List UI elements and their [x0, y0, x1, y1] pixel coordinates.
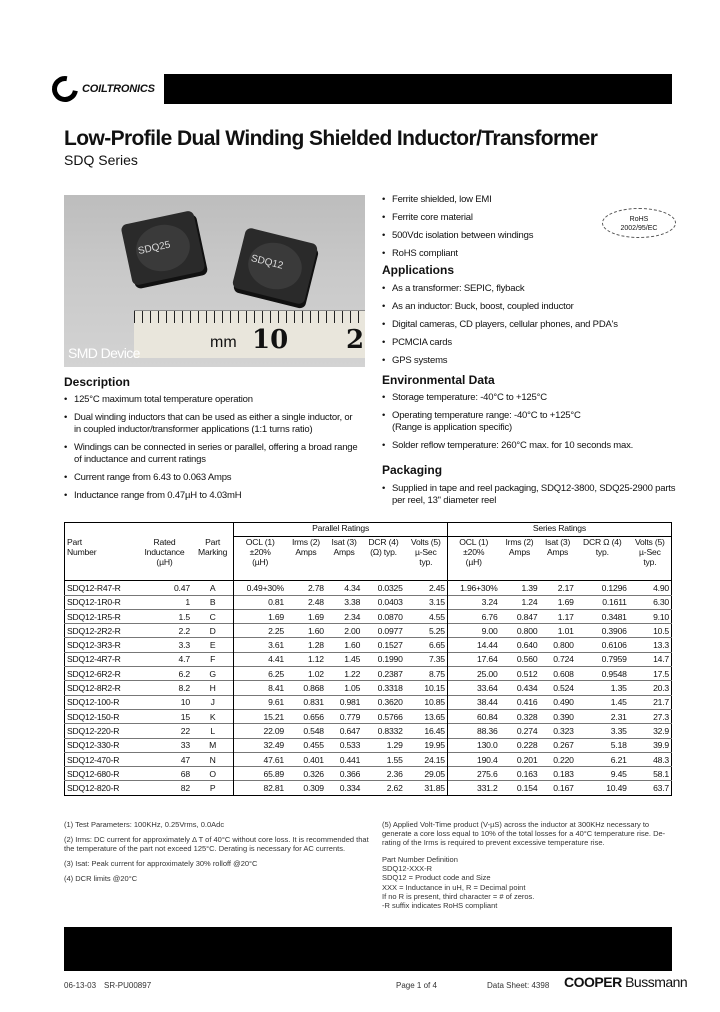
table-cell: 0.167: [539, 781, 575, 795]
table-cell: P: [192, 781, 234, 795]
ruler: [134, 310, 365, 358]
table-cell: 58.1: [629, 767, 672, 781]
table-cell: 1.69: [539, 595, 575, 609]
table-cell: 5.25: [405, 624, 448, 638]
table-cell: 0.548: [286, 724, 326, 738]
ratings-table: [64, 522, 672, 796]
table-cell: 2.45: [405, 581, 448, 595]
table-cell: 47.61: [234, 752, 286, 766]
table-cell: 1.12: [286, 652, 326, 666]
table-cell: 1.96+30%: [447, 581, 499, 595]
table-cell: 0.647: [326, 724, 362, 738]
table-row: [65, 638, 672, 652]
list-item: • Dual winding inductors that can be used as either a single inductor, or in coupled inductor/transformer applications (1:1 turns ratio): [64, 412, 374, 436]
table-cell: 3.35: [576, 724, 629, 738]
table-cell: 0.6106: [576, 638, 629, 652]
coiltronics-logo-icon: [47, 71, 83, 107]
table-cell: 1.17: [539, 609, 575, 623]
table-cell: 0.724: [539, 652, 575, 666]
table-cell: 0.328: [500, 709, 540, 723]
table-cell: 31.85: [405, 781, 448, 795]
table-cell: 6.76: [447, 609, 499, 623]
list-item: • Windings can be connected in series or parallel, offering a broad range of inductance and current ratings: [64, 442, 374, 466]
table-cell: SDQ12-820-R: [65, 781, 138, 795]
product-photo: [64, 195, 365, 367]
list-item: • Ferrite core material: [382, 212, 602, 224]
footer-bar: [64, 927, 672, 971]
note: (2) Irms: DC current for approximately Δ T of 40°C without core loss. It is recommended that the temperature of the part not exceed 125°C. Derating is necessary for AC currents.: [64, 835, 369, 853]
table-cell: 0.8332: [362, 724, 405, 738]
table-cell: 14.44: [447, 638, 499, 652]
table-cell: 16.45: [405, 724, 448, 738]
series-subtitle: SDQ Series: [64, 152, 138, 168]
col-parallel-ocl: OCL (1) ±20% (µH): [234, 537, 286, 581]
chip-label: SDQ12: [249, 253, 285, 272]
table-cell: SDQ12-3R3-R: [65, 638, 138, 652]
table-cell: 0.154: [500, 781, 540, 795]
table-cell: 6.30: [629, 595, 672, 609]
table-cell: 0.9548: [576, 667, 629, 681]
table-cell: 0.183: [539, 767, 575, 781]
table-cell: 3.24: [447, 595, 499, 609]
table-cell: 0.49+30%: [234, 581, 286, 595]
table-cell: 0.512: [500, 667, 540, 681]
table-cell: 17.64: [447, 652, 499, 666]
table-cell: 15.21: [234, 709, 286, 723]
table-cell: 17.5: [629, 667, 672, 681]
table-cell: 2.36: [362, 767, 405, 781]
chip-label: SDQ25: [137, 239, 172, 258]
table-cell: 0.1990: [362, 652, 405, 666]
table-cell: 13.3: [629, 638, 672, 652]
table-cell: 1.5: [137, 609, 192, 623]
table-cell: 0.163: [500, 767, 540, 781]
table-row: [65, 738, 672, 752]
col-series-volts: Volts (5) µ-Sec typ.: [635, 537, 665, 568]
table-cell: 0.1611: [576, 595, 629, 609]
table-cell: 19.95: [405, 738, 448, 752]
table-cell: 1.22: [326, 667, 362, 681]
table-cell: 0.326: [286, 767, 326, 781]
description-heading: Description: [64, 375, 131, 389]
table-cell: 0.201: [500, 752, 540, 766]
table-cell: 15: [137, 709, 192, 723]
list-item: • GPS systems: [382, 355, 672, 367]
list-item: • Operating temperature range: -40°C to +125°C (Range is application specific): [382, 410, 672, 434]
table-cell: 5.18: [576, 738, 629, 752]
table-cell: 63.7: [629, 781, 672, 795]
table-row: [65, 681, 672, 695]
packaging-heading: Packaging: [382, 463, 443, 477]
list-item: • PCMCIA cards: [382, 337, 672, 349]
table-cell: 4.55: [405, 609, 448, 623]
table-cell: 68: [137, 767, 192, 781]
table-cell: F: [192, 652, 234, 666]
table-cell: 10.85: [405, 695, 448, 709]
table-cell: L: [192, 724, 234, 738]
col-series-isat: Isat (3) Amps: [544, 537, 571, 558]
table-cell: 0.1527: [362, 638, 405, 652]
table-cell: SDQ12-680-R: [65, 767, 138, 781]
table-cell: 130.0: [447, 738, 499, 752]
table-cell: 3.61: [234, 638, 286, 652]
table-cell: 0.274: [500, 724, 540, 738]
table-cell: 0.3906: [576, 624, 629, 638]
table-cell: A: [192, 581, 234, 595]
table-cell: 3.15: [405, 595, 448, 609]
notes-left: [64, 820, 369, 889]
table-cell: SDQ12-4R7-R: [65, 652, 138, 666]
table-cell: 1.60: [286, 624, 326, 638]
table-cell: 0.416: [500, 695, 540, 709]
table-cell: SDQ12-150-R: [65, 709, 138, 723]
table-cell: 2.31: [576, 709, 629, 723]
table-cell: 1.39: [500, 581, 540, 595]
feature-list: [382, 194, 602, 266]
table-cell: 14.7: [629, 652, 672, 666]
table-cell: E: [192, 638, 234, 652]
table-cell: 0.560: [500, 652, 540, 666]
page-title: Low-Profile Dual Winding Shielded Inductor/Transformer: [64, 127, 598, 150]
table-cell: 0.0403: [362, 595, 405, 609]
col-series-dcr: DCR Ω (4) typ.: [582, 537, 622, 558]
inductor-chip-sdq12: [232, 227, 319, 305]
rohs-line2: 2002/95/EC: [620, 225, 658, 232]
table-cell: 1.02: [286, 667, 326, 681]
table-cell: 0.524: [539, 681, 575, 695]
table-cell: 33: [137, 738, 192, 752]
footer-page: Page 1 of 4: [396, 981, 437, 990]
table-row: [65, 767, 672, 781]
list-item: • Storage temperature: -40°C to +125°C: [382, 392, 672, 404]
table-cell: 2.62: [362, 781, 405, 795]
table-row: [65, 609, 672, 623]
table-row: [65, 709, 672, 723]
table-cell: J: [192, 695, 234, 709]
note: (1) Test Parameters: 100KHz, 0.25Vrms, 0.0Adc: [64, 820, 225, 829]
table-row: [65, 752, 672, 766]
list-item: • Current range from 6.43 to 0.063 Amps: [64, 472, 374, 484]
table-cell: 22.09: [234, 724, 286, 738]
table-cell: 48.3: [629, 752, 672, 766]
table-cell: 38.44: [447, 695, 499, 709]
table-cell: 0.868: [286, 681, 326, 695]
table-cell: SDQ12-1R0-R: [65, 595, 138, 609]
table-cell: 0.441: [326, 752, 362, 766]
table-cell: 88.36: [447, 724, 499, 738]
table-cell: 6.2: [137, 667, 192, 681]
table-cell: 331.2: [447, 781, 499, 795]
table-cell: 4.34: [326, 581, 362, 595]
table-cell: 0.533: [326, 738, 362, 752]
table-cell: 2.48: [286, 595, 326, 609]
table-cell: K: [192, 709, 234, 723]
table-cell: 9.00: [447, 624, 499, 638]
table-cell: G: [192, 667, 234, 681]
footer-datasheet: Data Sheet: 4398: [487, 981, 550, 990]
table-cell: O: [192, 767, 234, 781]
table-cell: 0.366: [326, 767, 362, 781]
table-cell: 0.0870: [362, 609, 405, 623]
table-cell: N: [192, 752, 234, 766]
cooper-bussmann-logo: COOPER Bussmann: [564, 974, 688, 990]
table-cell: 0.800: [500, 624, 540, 638]
table-cell: 0.309: [286, 781, 326, 795]
table-cell: 190.4: [447, 752, 499, 766]
note: (3) Isat: Peak current for approximately 30% rolloff @20°C: [64, 859, 258, 868]
table-cell: 24.15: [405, 752, 448, 766]
table-cell: D: [192, 624, 234, 638]
table-cell: 39.9: [629, 738, 672, 752]
table-cell: 47: [137, 752, 192, 766]
table-cell: 9.10: [629, 609, 672, 623]
table-cell: 20.3: [629, 681, 672, 695]
list-item: • Solder reflow temperature: 260°C max. for 10 seconds max.: [382, 440, 672, 452]
table-cell: 0.334: [326, 781, 362, 795]
table-cell: 1.24: [500, 595, 540, 609]
logo-text: COILTRONICS: [82, 83, 155, 95]
table-cell: 6.21: [576, 752, 629, 766]
list-item: • RoHS compliant: [382, 248, 602, 260]
table-row: [65, 781, 672, 795]
table-row: [65, 667, 672, 681]
table-cell: SDQ12-470-R: [65, 752, 138, 766]
notes-right: (5) Applied Volt-Time product (V-µS) across the inductor at 300KHz necessary to generate a core loss equal to 10% of the total losses for a 40°C temperature rise. De-rating of the Irms is required to prevent excessive temperature rise.: [382, 820, 666, 847]
table-cell: SDQ12-220-R: [65, 724, 138, 738]
environmental-heading: Environmental Data: [382, 373, 495, 387]
parallel-ratings-header: Parallel Ratings: [234, 523, 448, 537]
list-item: • 125°C maximum total temperature operation: [64, 394, 374, 406]
part-number-definition: Part Number Definition SDQ12-XXX-R SDQ12 = Product code and Size XXX = Inductance in uH, R = Decimal point If no R is present, third character = # of zeros. -R suffix indicates RoHS compliant: [382, 855, 535, 911]
table-cell: 1.55: [362, 752, 405, 766]
col-parallel-irms: Irms (2) Amps: [291, 537, 320, 558]
col-parallel-isat: Isat (3) Amps: [331, 537, 357, 558]
table-row: [65, 695, 672, 709]
table-row: [65, 724, 672, 738]
table-cell: 1.28: [286, 638, 326, 652]
table-cell: C: [192, 609, 234, 623]
table-cell: 2.34: [326, 609, 362, 623]
table-cell: 0.0325: [362, 581, 405, 595]
table-cell: 1.69: [234, 609, 286, 623]
table-cell: 0.640: [500, 638, 540, 652]
table-cell: 3.38: [326, 595, 362, 609]
list-item: • As an inductor: Buck, boost, coupled inductor: [382, 301, 672, 313]
applications-list: [382, 283, 672, 373]
table-cell: 0.847: [500, 609, 540, 623]
table-cell: 9.61: [234, 695, 286, 709]
table-cell: SDQ12-8R2-R: [65, 681, 138, 695]
environmental-list: [382, 392, 672, 458]
table-cell: 1.69: [286, 609, 326, 623]
table-cell: 1.60: [326, 638, 362, 652]
table-cell: 10: [137, 695, 192, 709]
table-cell: 0.228: [500, 738, 540, 752]
table-cell: 0.47: [137, 581, 192, 595]
col-series-irms: Irms (2) Amps: [505, 537, 534, 558]
table-row: [65, 595, 672, 609]
table-row: [65, 652, 672, 666]
rohs-badge: [602, 208, 676, 238]
table-cell: 10.49: [576, 781, 629, 795]
table-cell: 0.1296: [576, 581, 629, 595]
table-cell: 32.9: [629, 724, 672, 738]
table-cell: 0.401: [286, 752, 326, 766]
table-cell: 0.5766: [362, 709, 405, 723]
table-cell: M: [192, 738, 234, 752]
col-parallel-dcr: DCR (4) (Ω) typ.: [368, 537, 399, 558]
table-cell: 4.41: [234, 652, 286, 666]
table-cell: 3.3: [137, 638, 192, 652]
table-cell: 13.65: [405, 709, 448, 723]
table-cell: 25.00: [447, 667, 499, 681]
table-row: [65, 624, 672, 638]
table-cell: 0.3620: [362, 695, 405, 709]
table-cell: SDQ12-2R2-R: [65, 624, 138, 638]
table-cell: 0.3318: [362, 681, 405, 695]
photo-caption: SMD Device: [68, 345, 140, 361]
table-cell: 2.78: [286, 581, 326, 595]
table-cell: 60.84: [447, 709, 499, 723]
table-cell: 1.45: [576, 695, 629, 709]
table-cell: 1.29: [362, 738, 405, 752]
table-cell: 0.455: [286, 738, 326, 752]
table-cell: 8.2: [137, 681, 192, 695]
table-cell: 22: [137, 724, 192, 738]
table-cell: 1.45: [326, 652, 362, 666]
cooper-logo-icon: [604, 964, 654, 972]
col-part-number: Part Number: [67, 536, 97, 557]
list-item: • Inductance range from 0.47µH to 4.03mH: [64, 490, 374, 502]
ruler-mark-10: 10: [252, 325, 289, 355]
table-cell: 0.779: [326, 709, 362, 723]
table-cell: 7.35: [405, 652, 448, 666]
table-cell: 82: [137, 781, 192, 795]
rohs-line1: RoHS: [629, 216, 649, 223]
inductor-chip-sdq25: [120, 210, 205, 286]
table-cell: 0.656: [286, 709, 326, 723]
table-cell: SDQ12-6R2-R: [65, 667, 138, 681]
col-rated-inductance: Rated Inductance (µH): [144, 536, 185, 567]
list-item: • 500Vdc isolation between windings: [382, 230, 602, 242]
table-cell: 0.434: [500, 681, 540, 695]
list-item: • Ferrite shielded, low EMI: [382, 194, 602, 206]
table-cell: 21.7: [629, 695, 672, 709]
table-cell: 32.49: [234, 738, 286, 752]
table-cell: SDQ12-R47-R: [65, 581, 138, 595]
table-cell: 0.267: [539, 738, 575, 752]
table-cell: B: [192, 595, 234, 609]
table-cell: 27.3: [629, 709, 672, 723]
footer-doc-number: SR-PU00897: [104, 981, 152, 990]
description-list: [64, 394, 374, 508]
table-cell: SDQ12-100-R: [65, 695, 138, 709]
table-cell: 10.15: [405, 681, 448, 695]
table-cell: 0.981: [326, 695, 362, 709]
table-cell: SDQ12-1R5-R: [65, 609, 138, 623]
ruler-mark-2: 2: [346, 325, 365, 355]
table-cell: 0.3481: [576, 609, 629, 623]
table-cell: 0.2387: [362, 667, 405, 681]
table-cell: H: [192, 681, 234, 695]
table-cell: 4.7: [137, 652, 192, 666]
table-cell: 1.01: [539, 624, 575, 638]
table-cell: 2.2: [137, 624, 192, 638]
table-cell: 33.64: [447, 681, 499, 695]
note: (4) DCR limits @20°C: [64, 874, 138, 883]
table-cell: 0.800: [539, 638, 575, 652]
series-ratings-header: Series Ratings: [447, 523, 671, 537]
table-cell: 0.7959: [576, 652, 629, 666]
ruler-unit: mm: [210, 334, 237, 351]
table-cell: 275.6: [447, 767, 499, 781]
table-cell: 29.05: [405, 767, 448, 781]
table-cell: 2.00: [326, 624, 362, 638]
applications-heading: Applications: [382, 263, 455, 277]
packaging-list: [382, 483, 682, 513]
table-cell: 1.35: [576, 681, 629, 695]
table-cell: 8.41: [234, 681, 286, 695]
table-cell: 0.831: [286, 695, 326, 709]
list-item: • Supplied in tape and reel packaging, SDQ12-3800, SDQ25-2900 parts per reel, 13" diameter reel: [382, 483, 682, 507]
col-part-marking: Part Marking: [198, 536, 228, 557]
table-cell: 0.81: [234, 595, 286, 609]
table-row: [65, 581, 672, 595]
coiltronics-logo: [44, 70, 164, 108]
table-cell: 65.89: [234, 767, 286, 781]
table-cell: 8.75: [405, 667, 448, 681]
table-cell: 6.65: [405, 638, 448, 652]
table-cell: 2.17: [539, 581, 575, 595]
list-item: • As a transformer: SEPIC, flyback: [382, 283, 672, 295]
table-cell: 0.390: [539, 709, 575, 723]
footer-date: 06-13-03: [64, 981, 97, 990]
table-cell: 1.05: [326, 681, 362, 695]
table-cell: 1: [137, 595, 192, 609]
list-item: • Digital cameras, CD players, cellular phones, and PDA's: [382, 319, 672, 331]
col-parallel-volts: Volts (5) µ-Sec typ.: [410, 537, 441, 568]
table-cell: 2.25: [234, 624, 286, 638]
col-series-ocl: OCL (1) ±20% (µH): [447, 537, 499, 581]
table-cell: 0.0977: [362, 624, 405, 638]
table-cell: 10.5: [629, 624, 672, 638]
table-cell: SDQ12-330-R: [65, 738, 138, 752]
table-cell: 0.608: [539, 667, 575, 681]
table-cell: 0.490: [539, 695, 575, 709]
table-cell: 9.45: [576, 767, 629, 781]
table-cell: 82.81: [234, 781, 286, 795]
table-cell: 0.323: [539, 724, 575, 738]
table-cell: 4.90: [629, 581, 672, 595]
table-cell: 0.220: [539, 752, 575, 766]
table-cell: 6.25: [234, 667, 286, 681]
